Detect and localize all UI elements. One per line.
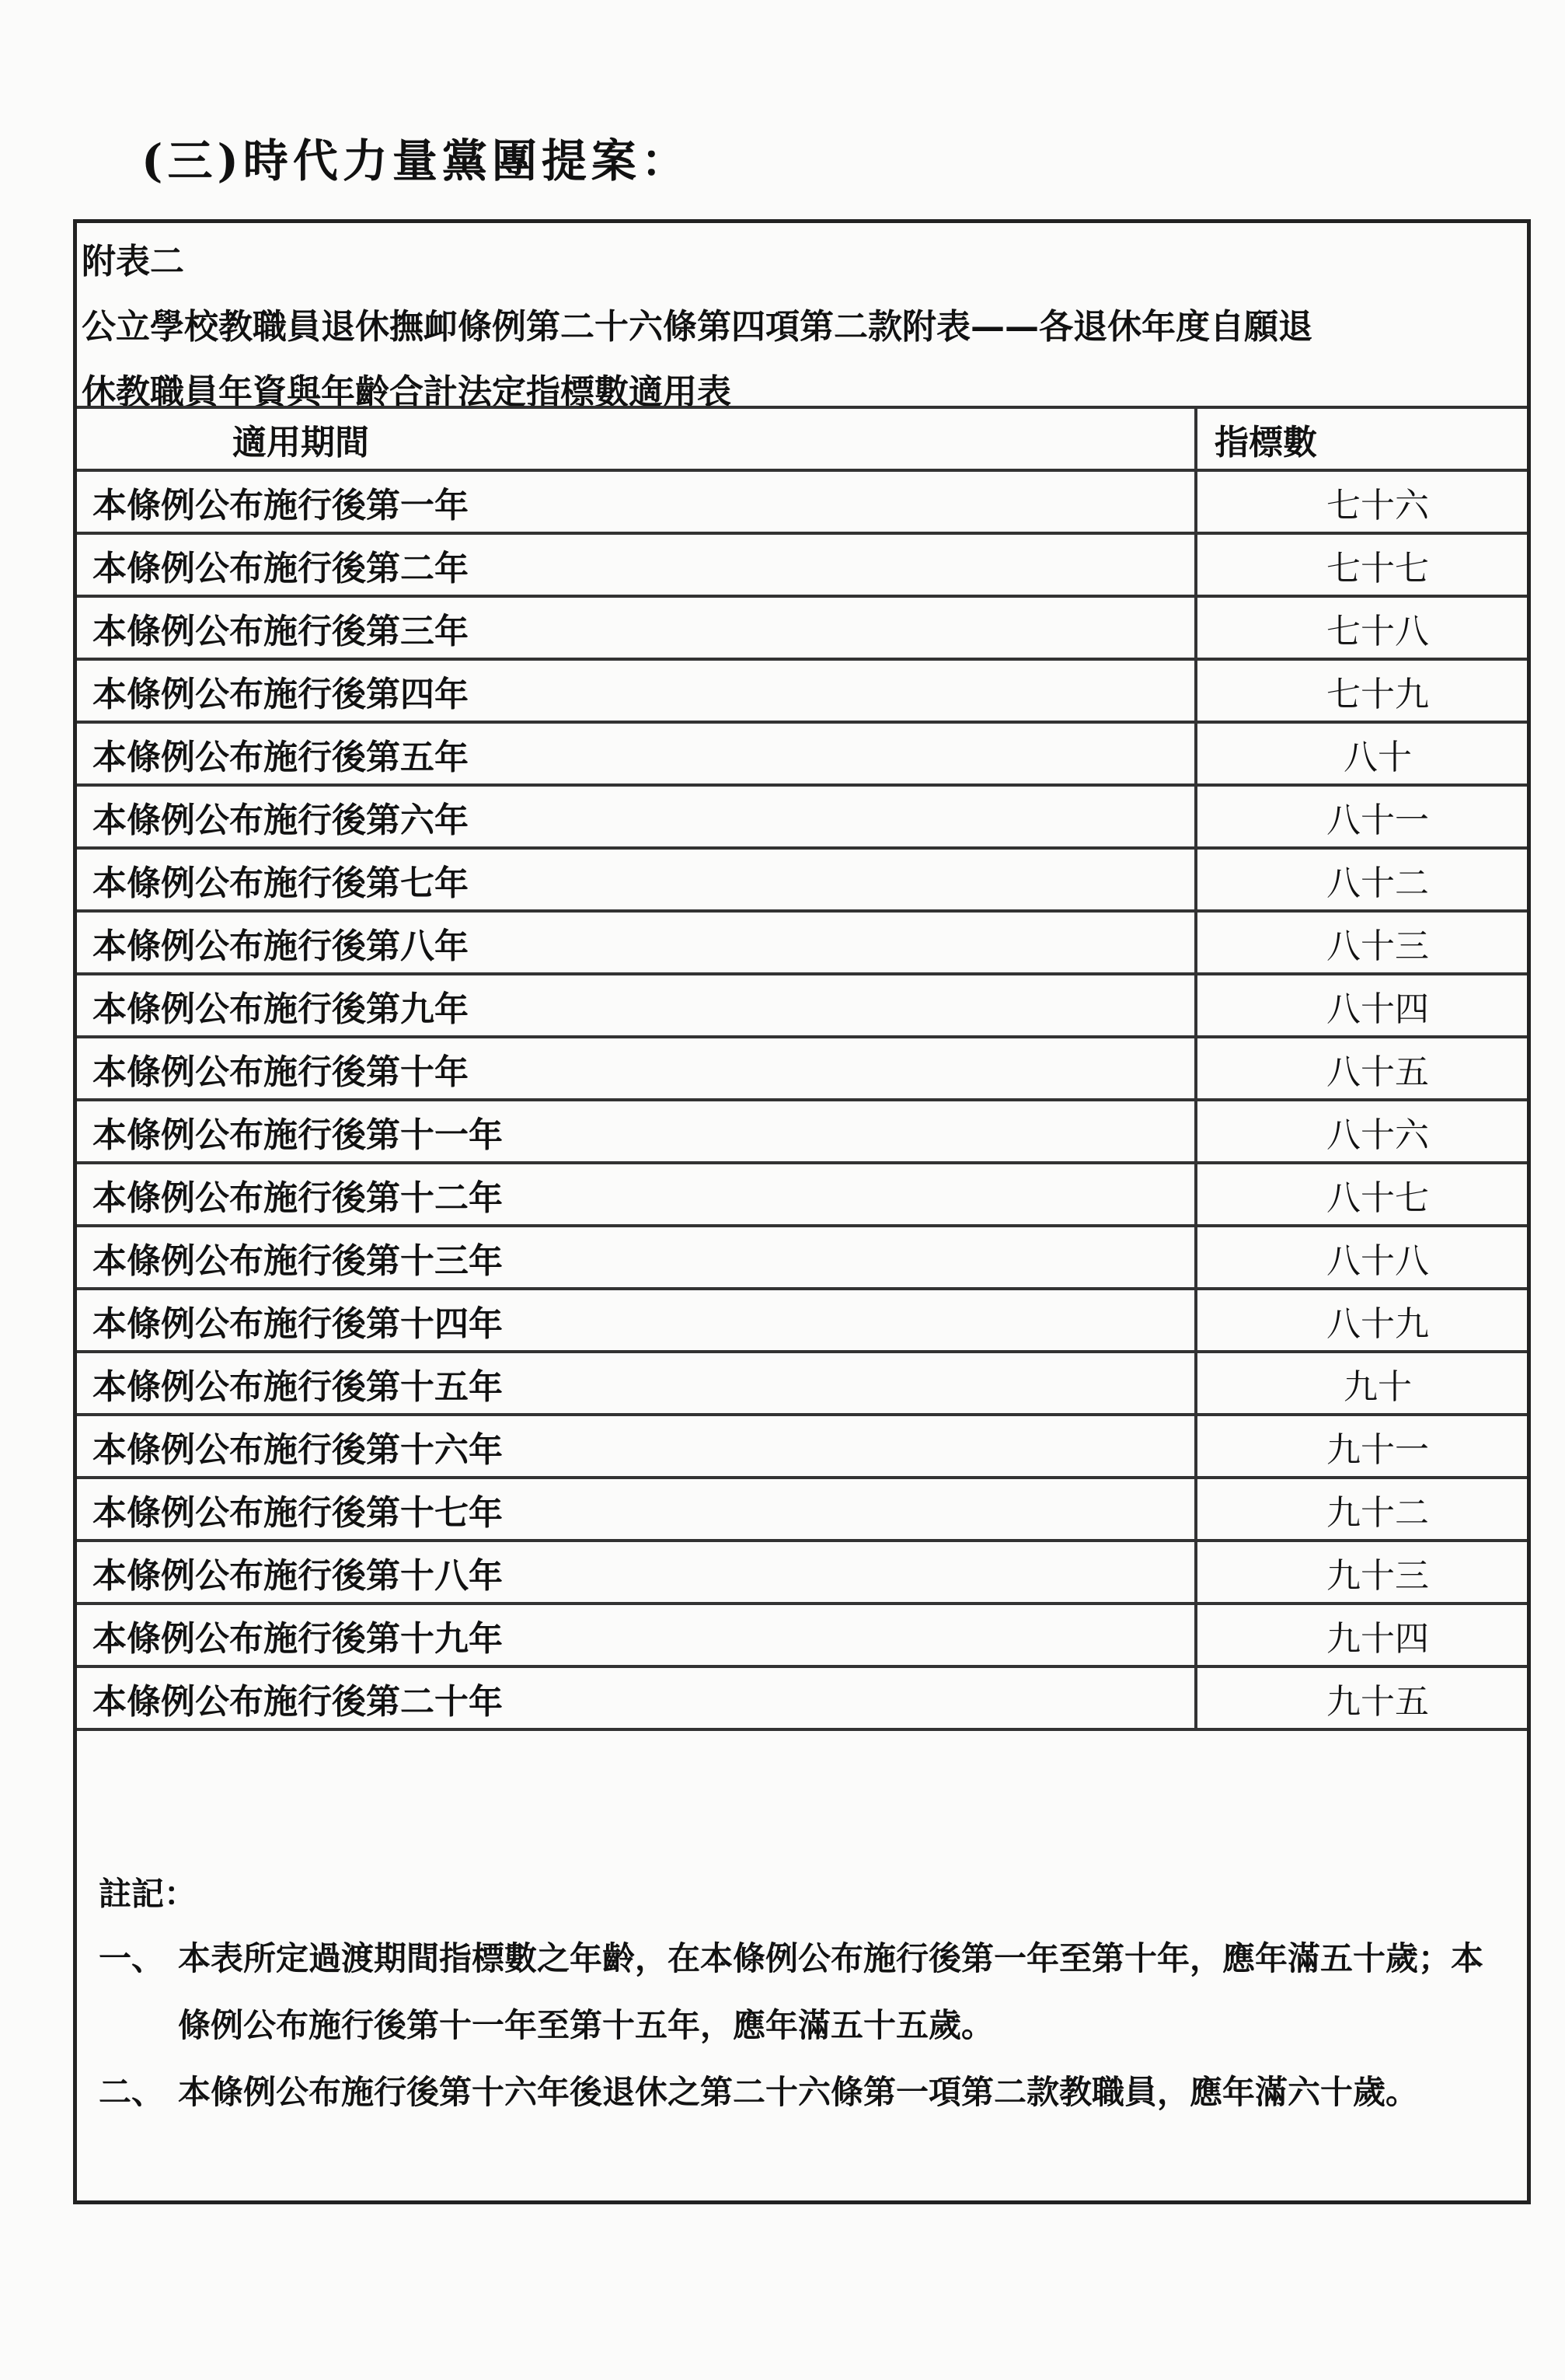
document-heading: (三)時代力量黨團提案：	[141, 134, 691, 187]
indicator-table	[77, 406, 1527, 1731]
table-row	[77, 1163, 1527, 1226]
indicator-cell: 七十六	[1196, 470, 1527, 533]
note-item	[99, 1925, 1507, 2059]
indicator-cell: 八十九	[1196, 1289, 1527, 1352]
table-row	[77, 1226, 1527, 1289]
note-mark: 二、	[99, 2073, 165, 2111]
table-row	[77, 1289, 1527, 1352]
appendix-frame	[73, 219, 1531, 2204]
period-cell: 本條例公布施行後第九年	[77, 974, 1196, 1037]
indicator-cell: 八十六	[1196, 1100, 1527, 1163]
header-indicator: 指標數	[1196, 407, 1527, 470]
note-mark: 一、	[99, 1939, 165, 1977]
table-header-row	[77, 407, 1527, 470]
period-cell: 本條例公布施行後第十三年	[77, 1226, 1196, 1289]
note-text: 本條例公布施行後第十六年後退休之第二十六條第一項第二款教職員，應年滿六十歲。	[178, 2073, 1419, 2111]
indicator-cell: 八十五	[1196, 1037, 1527, 1100]
notes-section	[99, 1863, 1507, 2126]
indicator-cell: 八十	[1196, 722, 1527, 785]
table-row	[77, 1352, 1527, 1415]
table-row	[77, 659, 1527, 722]
period-cell: 本條例公布施行後第六年	[77, 785, 1196, 848]
indicator-cell: 八十八	[1196, 1226, 1527, 1289]
table-caption	[82, 229, 1504, 425]
period-cell: 本條例公布施行後第十七年	[77, 1478, 1196, 1541]
header-period: 適用期間	[77, 407, 1196, 470]
period-cell: 本條例公布施行後第十八年	[77, 1541, 1196, 1604]
note-text: 本表所定過渡期間指標數之年齡，在本條例公布施行後第一年至第十年，應年滿五十歲；本條例公布施行後第十一年至第十五年，應年滿五十五歲。	[178, 1939, 1484, 2044]
table-row	[77, 1541, 1527, 1604]
indicator-cell: 八十七	[1196, 1163, 1527, 1226]
appendix-label: 附表二	[82, 242, 184, 281]
table-row	[77, 911, 1527, 974]
period-cell: 本條例公布施行後第七年	[77, 848, 1196, 911]
indicator-cell: 八十三	[1196, 911, 1527, 974]
table-row	[77, 974, 1527, 1037]
table-row	[77, 848, 1527, 911]
table-row	[77, 1100, 1527, 1163]
table-body	[77, 470, 1527, 1729]
table-row	[77, 1666, 1527, 1729]
table-row	[77, 785, 1527, 848]
period-cell: 本條例公布施行後第二十年	[77, 1666, 1196, 1729]
table-row	[77, 1604, 1527, 1666]
indicator-cell: 八十二	[1196, 848, 1527, 911]
table-row	[77, 1037, 1527, 1100]
period-cell: 本條例公布施行後第八年	[77, 911, 1196, 974]
period-cell: 本條例公布施行後第五年	[77, 722, 1196, 785]
indicator-cell: 九十三	[1196, 1541, 1527, 1604]
indicator-cell: 七十七	[1196, 533, 1527, 596]
indicator-cell: 九十	[1196, 1352, 1527, 1415]
appendix-title-line-2: 休教職員年資與年齡合計法定指標數適用表	[82, 372, 731, 412]
indicator-cell: 七十八	[1196, 596, 1527, 659]
note-item	[99, 2059, 1507, 2126]
period-cell: 本條例公布施行後第十五年	[77, 1352, 1196, 1415]
indicator-cell: 九十五	[1196, 1666, 1527, 1729]
appendix-title-line-1: 公立學校教職員退休撫卹條例第二十六條第四項第二款附表——各退休年度自願退	[82, 307, 1312, 347]
table-row	[77, 1415, 1527, 1478]
period-cell: 本條例公布施行後第一年	[77, 470, 1196, 533]
table-row	[77, 596, 1527, 659]
period-cell: 本條例公布施行後第十二年	[77, 1163, 1196, 1226]
table-row	[77, 533, 1527, 596]
period-cell: 本條例公布施行後第三年	[77, 596, 1196, 659]
indicator-cell: 九十二	[1196, 1478, 1527, 1541]
period-cell: 本條例公布施行後第十年	[77, 1037, 1196, 1100]
indicator-cell: 七十九	[1196, 659, 1527, 722]
period-cell: 本條例公布施行後第十一年	[77, 1100, 1196, 1163]
indicator-cell: 八十四	[1196, 974, 1527, 1037]
table-row	[77, 722, 1527, 785]
period-cell: 本條例公布施行後第十九年	[77, 1604, 1196, 1666]
period-cell: 本條例公布施行後第二年	[77, 533, 1196, 596]
period-cell: 本條例公布施行後第十六年	[77, 1415, 1196, 1478]
indicator-cell: 九十一	[1196, 1415, 1527, 1478]
period-cell: 本條例公布施行後第十四年	[77, 1289, 1196, 1352]
table-row	[77, 1478, 1527, 1541]
period-cell: 本條例公布施行後第四年	[77, 659, 1196, 722]
table-row	[77, 470, 1527, 533]
indicator-cell: 九十四	[1196, 1604, 1527, 1666]
indicator-cell: 八十一	[1196, 785, 1527, 848]
notes-title: 註記：	[99, 1875, 197, 1913]
